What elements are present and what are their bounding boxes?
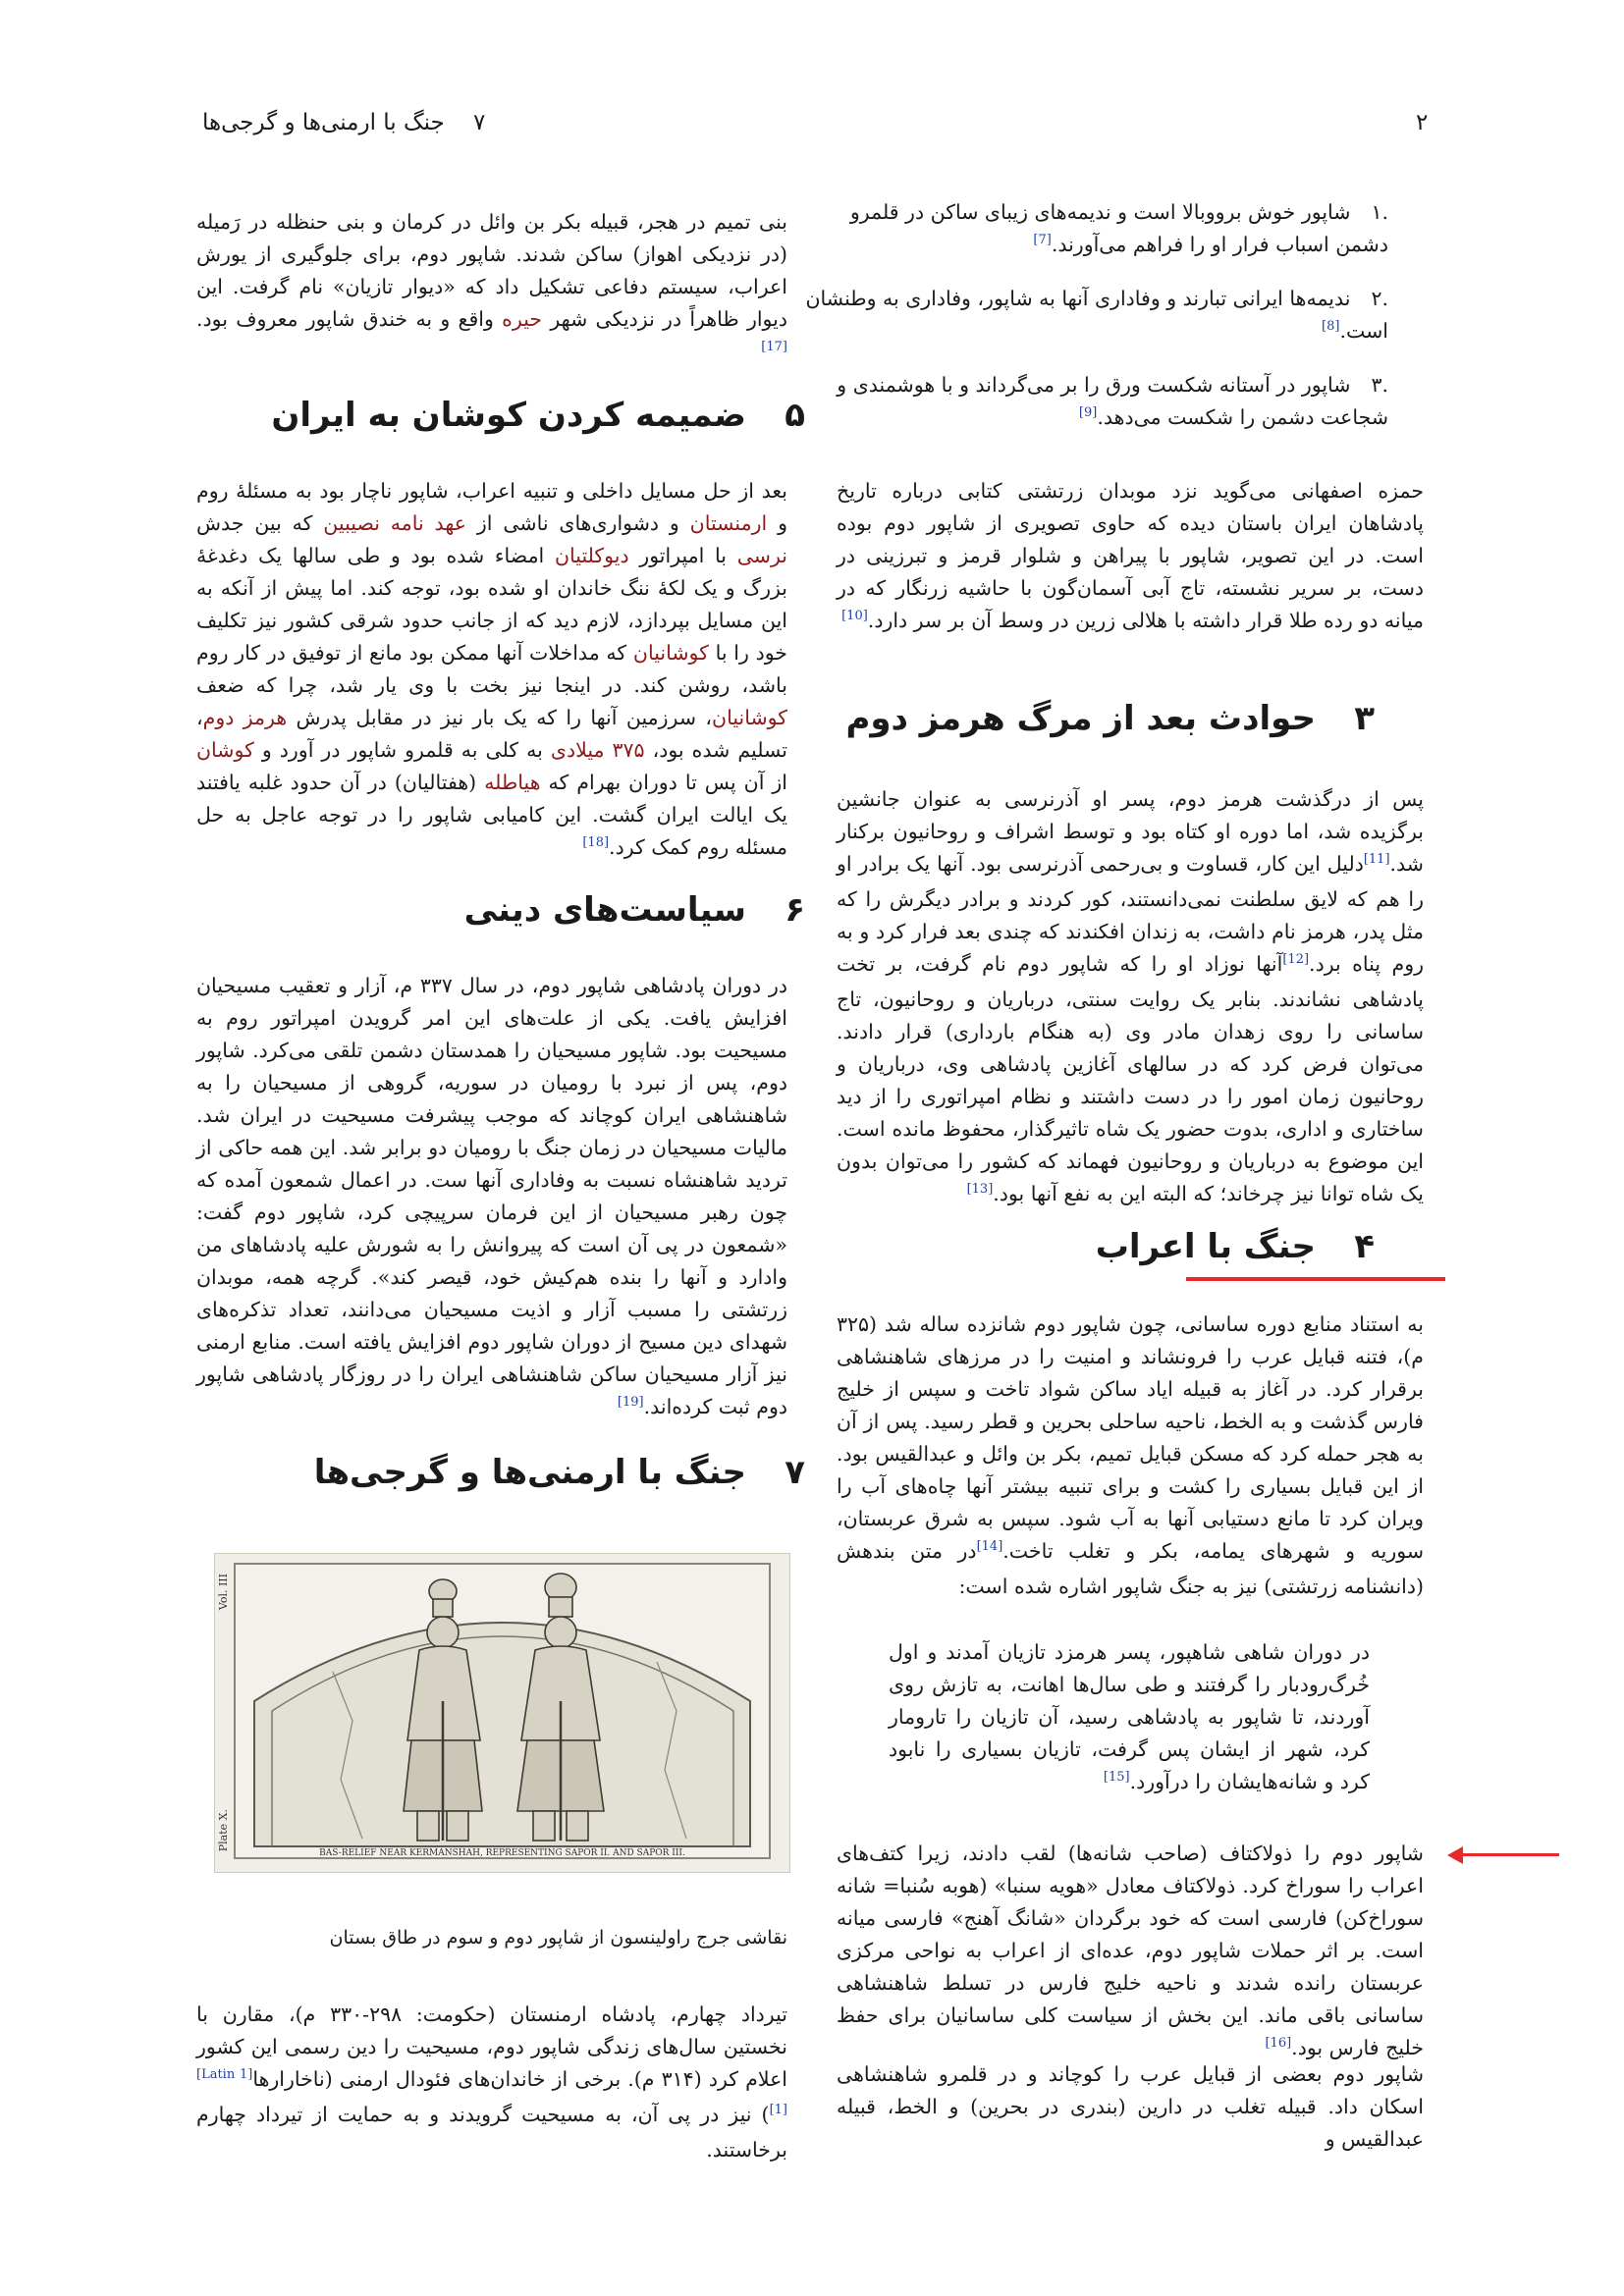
- arrow-head: [1447, 1846, 1463, 1864]
- footnote-ref[interactable]: [15]: [1103, 1770, 1130, 1785]
- footnote-ref[interactable]: [9]: [1078, 405, 1098, 420]
- footnote-ref[interactable]: [16]: [1265, 2036, 1292, 2051]
- paragraph-zolaktaf: شاپور دوم را ذولاکتاف (صاحب شانه‌ها) لقب دادند، زیرا کتف‌های اعراب را سوراخ کرد. ذولاکتاف معادل «هویه سنبا» (هوبه سُنبا= شانه سوراخ‌کن) فارسی است که خود برگردان «شانگ آهنج» فارسی میانه است. بر اثر حملات شاپور دوم، عده‌ای از اعراب به نواحی مرکزی عربستان رانده شدند و ناحیه خلیج فارس در تسلط شاهنشاهی ساسانی باقی ماند. این بخش از سیاست کلی ساسانیان برای حفظ خلیج فارس بود.[16]: [837, 1842, 1424, 2059]
- footnote-ref[interactable]: [7]: [1033, 233, 1052, 247]
- running-title-text: جنگ با ارمنی‌ها و گرجی‌ها: [202, 110, 445, 135]
- paragraph-section3: پس از درگذشت هرمز دوم، پسر او آذرنرسی به عنوان جانشین برگزیده شد، اما دوره او کتاه بود و توسط اشراف و روحانیون برکنار شد.[11]دلیل این کار، قساوت و بی‌رحمی آذرنرسی بود. آنها یک برادر او را هم که لایق سلطنت نمی‌دانستند، کور کردند و برادر دیگرش را که مثل پدر، هرمز نام داشت، به زندان افکندند که چندی بعد فرار کرد و به روم پناه برد.[12]آنها نوزاد او را که شاپور دوم نام گرفت، بر تخت پادشاهی نشاندند. بنابر یک روایت سنتی، درباریان و روحانیون، تاج ساسانی را روی زهدان مادر وی (به هنگام بارداری) قرار دادند. می‌توان فرض کرد که در سالهای آغازین پادشاهی وی، درباریان و روحانیون زمان امور را در دست داشتند و نظام امپراتوری را از دید ساختاری و اداری، بدوت حضور یک شاه تاثیرگذار، محفوظ مانده است. این موضوع به درباریان و روحانیون فهماند که کشور را می‌توان بدون یک شاه توانا نیز چرخاند؛ که البته این به نفع آنها بود.[13]: [837, 787, 1424, 1205]
- highlight-underline: [1186, 1277, 1445, 1281]
- figure-volume-label: Vol. III: [217, 1574, 230, 1611]
- figure-rawlinson-drawing: [214, 1553, 790, 1873]
- link-hira[interactable]: حیره: [502, 307, 543, 331]
- blockquote-bundahishn: در دوران شاهی شاهپور، پسر هرمزد تازیان آمدند و اول خُرگ‌رودبار را گرفتند و طی سال‌ها اهانت، به تازش روی آوردند، تا شاپور به پادشاهی رسید، آن تازیان را تارومار کرد، شهر از ایشان پس گرفت، تازیان بسیاری را نابود کرد و شانه‌هایشان را درآورد.[15]: [889, 1640, 1370, 1793]
- figure-inner-caption: BAS-RELIEF NEAR KERMANSHAH, REPRESENTING SAPOR II. AND SAPOR III.: [319, 1848, 685, 1858]
- footnote-ref-latin[interactable]: [Latin 1]: [196, 2067, 253, 2082]
- footnote-ref[interactable]: [13]: [966, 1182, 994, 1197]
- section-title: سیاست‌های دینی: [463, 890, 746, 930]
- section-title: ضمیمه کردن کوشان به ایران: [271, 396, 746, 435]
- section-number: ۷: [785, 1453, 805, 1492]
- list-item: [805, 283, 1388, 350]
- link-kushans[interactable]: کوشانیان: [712, 706, 787, 729]
- list-text: ندیمه‌ها ایرانی تبارند و وفاداری آنها به شاپور، وفاداری به وطنشان است.: [805, 287, 1388, 343]
- running-title: [202, 110, 485, 135]
- link-kushans[interactable]: کوشانیان: [632, 641, 709, 665]
- section-number: ۵: [785, 396, 805, 435]
- list-text: شاپور در آستانه شکست ورق را بر می‌گرداند و با هوشمندی و شجاعت دشمن را شکست می‌دهد.: [837, 373, 1388, 429]
- footnote-ref[interactable]: [10]: [841, 609, 868, 623]
- paragraph-section4: به استناد منابع دوره ساسانی، چون شاپور دوم شانزده ساله شد (۳۲۵ م)، فتنه قبایل عرب را فرونشاند و امنیت را در مرزهای شاهنشاهی برقرار کرد. در آغاز به قبیله ایاد ساکن شواد تاخت و سپس از خلیج فارس گذشت و به الخط، ناحیه ساحلی بحرین و قطر رسید. پس از آن به هجر حمله کرد که مسکن قبایل تمیم، بکر بن وائل و عبدالقیس بود. از این قبایل بسیاری را کشت و برای تنبیه بیشتر آنها چاه‌های آب را ویران کرد تا مانع دستیابی آنها به آب شود. سپس به شرق عربستان، سوریه و شهرهای یمامه، بکر و تغلب تاخت.[14]در متن بندهش (دانشنامه زرتشتی) نیز به جنگ شاپور اشاره شده است:: [837, 1312, 1425, 1598]
- section-number: ۳: [1354, 699, 1375, 738]
- annotation-arrow: [1447, 1845, 1559, 1865]
- list-number: .۲: [1371, 287, 1388, 310]
- footnote-ref[interactable]: [12]: [1282, 952, 1310, 967]
- link-hephthalites[interactable]: هیاطله: [484, 771, 541, 794]
- figure-plate-label: Plate X.: [217, 1809, 230, 1852]
- section-number: ۴: [1354, 1227, 1375, 1266]
- paragraph-arab-tribes: بنی تمیم در هجر، قبیله بکر بن وائل در کرمان و بنی حنظله در رَمیله (در نزدیکی اهواز) ساکن شدند. شاپور دوم، برای جلوگیری از یورش اعراب، سیستم دفاعی تشکیل داد که «دیوار تازیان» نام گرفت. این دیوار ظاهراً در نزدیکی شهر حیره واقع و به خندق شاپور معروف بود.[17]: [196, 210, 787, 354]
- section-number: ۶: [785, 890, 805, 930]
- link-nisibis[interactable]: عهد نامه نصیبین: [323, 511, 467, 535]
- footnote-ref[interactable]: [19]: [617, 1395, 644, 1410]
- figure-caption: نقاشی جرج راولینسون از شاپور دوم و سوم در طاق بستان: [329, 1927, 787, 1949]
- footnote-ref[interactable]: [8]: [1322, 319, 1340, 334]
- bas-relief-drawing: [215, 1554, 789, 1872]
- paragraph-hamze: حمزه اصفهانی می‌گوید نزد موبدان زرتشتی کتابی درباره تاریخ پادشاهان ایران باستان دیده که حاوی تصویری از شاپور دوم بوده است. در این تصویر، شاپور با پیراهن و شلوار قرمز و تبرزینی در دست، بر سریر نشسته، تاج آبی آسمان‌گون با حاشیه زرنگار که در میانه دو رده طلا قرار داشته با هلالی زرین در وسط آن بر سر دارد.[10]: [837, 479, 1424, 632]
- footnote-ref[interactable]: [14]: [976, 1539, 1003, 1554]
- paragraph-section5: بعد از حل مسایل داخلی و تنبیه اعراب، شاپور ناچار بود به مسئلهٔ روم و ارمنستان و دشواری‌های ناشی از عهد نامه نصیبین که بین جدش نرسی با امپراتور دیوکلتیان امضاء شده بود و طی سالها یک دغدغهٔ بزرگ و یک لکهٔ ننگ خاندان او شده بود، توجه کند. اما پیش از آنکه به این مسایل بپردازد، لازم دید که از جانب حدود شرقی کشور نیز تکلیف خود را با کوشانیان که مداخلات آنها ممکن بود مانع از توفیق در کار روم باشد، روشن کند. در اینجا نیز بخت با وی یار شد، چرا که ضعف کوشانیان، سرزمین آنها را که یک بار نیز در مقابل پدرش هرمز دوم، تسلیم شده بود، ۳۷۵ میلادی به کلی به قلمرو شاپور در آورد و کوشان از آن پس تا دوران بهرام که هیاطله (هفتالیان) در آن حدود غلبه یافتند یک ایالت ایران گشت. این کامیابی شاپور را در توجه عاجل به حل مسئله روم کمک کرد.[18]: [196, 479, 787, 859]
- link-narseh[interactable]: نرسی: [736, 544, 787, 567]
- section-title: حوادث بعد از مرگ هرمز دوم: [845, 699, 1316, 738]
- section-title: جنگ با اعراب: [1095, 1227, 1316, 1266]
- list-item: [805, 196, 1388, 264]
- paragraph-relocation: شاپور دوم بعضی از قبایل عرب را کوچاند و در قلمرو شاهنشاهی اسکان داد. قبیله تغلب در دارین (بندری در بحرین) و الخط، قبیله عبدالقیس و: [837, 2062, 1424, 2151]
- paragraph-section7: تیرداد چهارم، پادشاه ارمنستان (حکومت: ۲۹۸-۳۳۰ م)، مقارن با نخستین سال‌های زندگی شاپور دوم، مسیحیت را دین رسمی این کشور اعلام کرد (۳۱۴ م). برخی از خاندان‌های فئودال ارمنی (ناخارارها[Latin 1][1]) نیز در پی آن، به مسیحیت گرویدند و به حمایت از تیرداد چهارم برخاستند.: [196, 2002, 788, 2162]
- list-number: .۳: [1371, 373, 1388, 397]
- footnote-ref[interactable]: [17]: [761, 340, 787, 354]
- footnote-ref[interactable]: [1]: [769, 2103, 787, 2117]
- section-heading-7: [216, 1453, 805, 1492]
- link-hormizd[interactable]: هرمز دوم: [202, 706, 288, 729]
- page-number: ۲: [1416, 110, 1429, 135]
- link-375-ad[interactable]: ۳۷۵ میلادی: [550, 738, 645, 762]
- list-text: شاپور خوش برووبالا است و ندیمه‌های زیبای ساکن در قلمرو دشمن اسباب فرار او را فراهم می‌آورند.: [849, 200, 1388, 256]
- list-item: [805, 369, 1388, 437]
- section-heading-3: [785, 699, 1375, 738]
- list-number: .۱: [1371, 200, 1388, 224]
- section-heading-6: [216, 890, 805, 930]
- section-heading-5: [216, 396, 805, 435]
- footnote-ref[interactable]: [11]: [1363, 852, 1390, 867]
- section-title: جنگ با ارمنی‌ها و گرجی‌ها: [313, 1453, 746, 1492]
- link-diocletian[interactable]: دیوکلتیان: [554, 544, 629, 567]
- footnote-ref[interactable]: [18]: [582, 835, 610, 850]
- link-armenia[interactable]: ارمنستان: [689, 511, 768, 535]
- section-heading-4: [785, 1227, 1375, 1266]
- running-title-number: ۷: [473, 110, 486, 135]
- arrow-shaft: [1457, 1853, 1559, 1856]
- link-kushan[interactable]: کوشان: [196, 738, 254, 762]
- paragraph-section6: در دوران پادشاهی شاپور دوم، در سال ۳۳۷ م، آزار و تعقیب مسیحیان افزایش یافت. یکی از علت‌های این امر گرویدن امپراتور روم به مسیحیت بود. شاپور مسیحیان را همدستان دشمن تلقی می‌کرد. شاپور دوم، پس از نبرد با رومیان در سوریه، گروهی از مسیحیان را به شاهنشاهی ایران کوچاند که موجب پیشرفت مسیحیت در ایران شد. مالیات مسیحیان در زمان جنگ با رومیان دو برابر شد. این همه حاکی از تردید شاهنشاه نسبت به وفاداری آنها ست. در اعمال شمعون آمده که چون رهبر مسیحیان از این فرمان سرپیچی کرد، شاپور دوم گفت: «شمعون در پی آن است که پیروانش را به شورش علیه پادشاهای من وادارد و آنها را بنده هم‌کیش خود، قیصر کند». گرچه همه، موبدان زرتشتی را مسبب آزار و اذیت مسیحیان می‌دانند، تعداد تذکره‌های شهدای دین مسیح از دوران شاپور دوم افزایش یافته است. منابع ارمنی نیز آزار مسیحیان ساکن شاهنشاهی ایران را در روزگار پادشاهی شاپور دوم ثبت کرده‌اند.[19]: [196, 974, 787, 1418]
